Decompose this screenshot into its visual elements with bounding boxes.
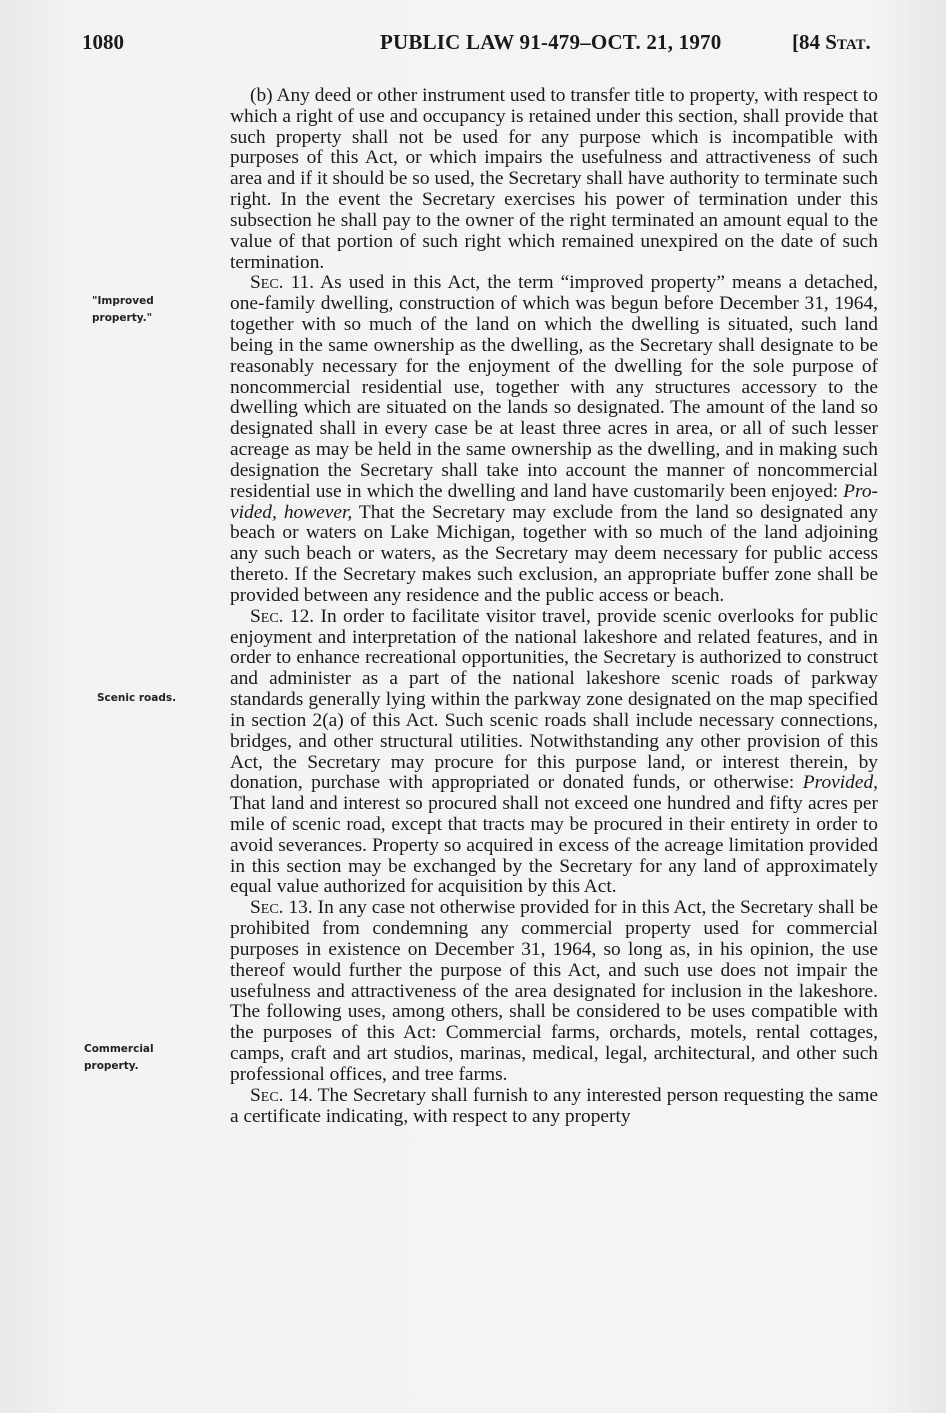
section-text: That the Secretary may exclude from the land so designated any beach or waters on Lake Michigan, together with so much of the land adjoining any such beach or waters, as the Secretary may deem necessary for public access thereto. If the Secretary makes such exclusion, an appropriate buffer zone shall be provided between any residence and the public access or beach. xyxy=(230,501,878,606)
body-text xyxy=(230,86,878,1127)
paragraph-section-13 xyxy=(230,898,878,1085)
paragraph-section-12 xyxy=(230,607,878,899)
section-label: Sec. 12. xyxy=(250,605,315,627)
page-header xyxy=(0,10,946,54)
margin-note-line: property." xyxy=(92,312,153,324)
section-label: Sec. 11. xyxy=(250,272,315,294)
volume-citation xyxy=(792,30,871,55)
running-title: PUBLIC LAW 91-479–OCT. 21, 1970 xyxy=(380,30,722,54)
margin-note-line: Commercial xyxy=(84,1043,154,1055)
section-proviso: Provided, xyxy=(802,772,878,794)
volume-prefix: [84 xyxy=(792,30,826,54)
paragraph-subsection-b: (b) Any deed or other instrument used to transfer title to property, with respect to which a right of use and occupancy is retained under this section, shall provide that such property shall not be used for any purpose which is incompatible with purposes of this Act, or which impairs the usefulness and attractiveness of such area and if it should be so used, the Secretary shall have authority to terminate such right. In the event the Secretary exercises his power of termination under this subsection he shall pay to the owner of the right terminated an amount equal to the value of that portion of such right which remained unexpired on the date of such termination. xyxy=(230,85,878,273)
section-text: In order to facilitate visitor travel, provide scenic overlooks for public enjoyment and interpretation of the national lakeshore and related features, and in order to enhance recreational opportunities, the Secretary is authorized to construct and administer as a part of the national lakeshore scenic roads of parkway standards generally lying within the parkway zone designated on the map specified in section 2(a) of this Act. Such scenic roads shall include necessary connections, bridges, and other structural utilities. Notwithstanding any other provision of this Act, the Secretary may procure for this purpose land, or interest therein, by donation, purchase with appropriated or donated funds, or otherwise: xyxy=(230,605,878,794)
margin-note-scenic-roads: Scenic roads. xyxy=(97,692,177,704)
section-text: In any case not otherwise provided for in this Act, the Secretary shall be prohibited from condemning any commercial property used for commercial purposes in existence on December 31, 1964, so long as, in his opinion, the use thereof would further the purpose of this Act, and such use does not impair the usefulness and attractiveness of the area designated for inclusion in the lakeshore. The following uses, among others, shall be considered to be uses compatible with the purposes of this Act: Commercial farms, orchards, motels, rental cottages, camps, craft and art studios, marinas, medical, legal, architectural, and other such professional offices, and tree farms. xyxy=(230,897,878,1085)
margin-note-line: property. xyxy=(84,1060,139,1072)
section-text: The Secretary shall furnish to any interested person requesting the same a certificate indicating, with respect to any property xyxy=(230,1084,879,1127)
section-text: That land and interest so procured shall not exceed one hundred and fifty acres per mile of scenic road, except that tracts may be procured in their entirety in order to avoid severances. Property so acquired in excess of the acreage limitation provided in this section may be exchanged by the Secretary for any land of approximately equal value authorized for acquisition by this Act. xyxy=(230,793,878,898)
section-proviso: Provided, however, xyxy=(230,480,878,523)
margin-note-commercial-property xyxy=(84,1041,154,1075)
volume-stat: Stat. xyxy=(825,30,871,54)
paragraph-section-14 xyxy=(230,1086,878,1128)
margin-note-line: "Improved xyxy=(92,295,154,307)
section-label: Sec. 14. xyxy=(250,1084,313,1106)
page-number: 1080 xyxy=(82,30,124,54)
section-text: As used in this Act, the term “improved property” means a detached, one-family dwelling, construction of which was begun before December 31, 1964, together with so much of the land on which the dwelling is situated, such land being in the same ownership as the dwelling, as the Secretary shall designate to be reasonably necessary for the enjoyment of the dwelling for the sole purpose of noncommercial residential use, together with any structures accessory to the dwelling which are situated on the lands so designated. The amount of the land so designated shall in every case be at least three acres in area, or all of such lesser acreage as may be held in the same ownership as the dwelling, and in making such designation the Secretary shall take into account the manner of noncommercial residential use in which the dwelling and land have customarily been enjoyed: xyxy=(230,272,879,502)
margin-note-improved-property xyxy=(92,293,154,327)
section-label: Sec. 13. xyxy=(250,897,313,919)
paragraph-section-11 xyxy=(230,273,878,606)
